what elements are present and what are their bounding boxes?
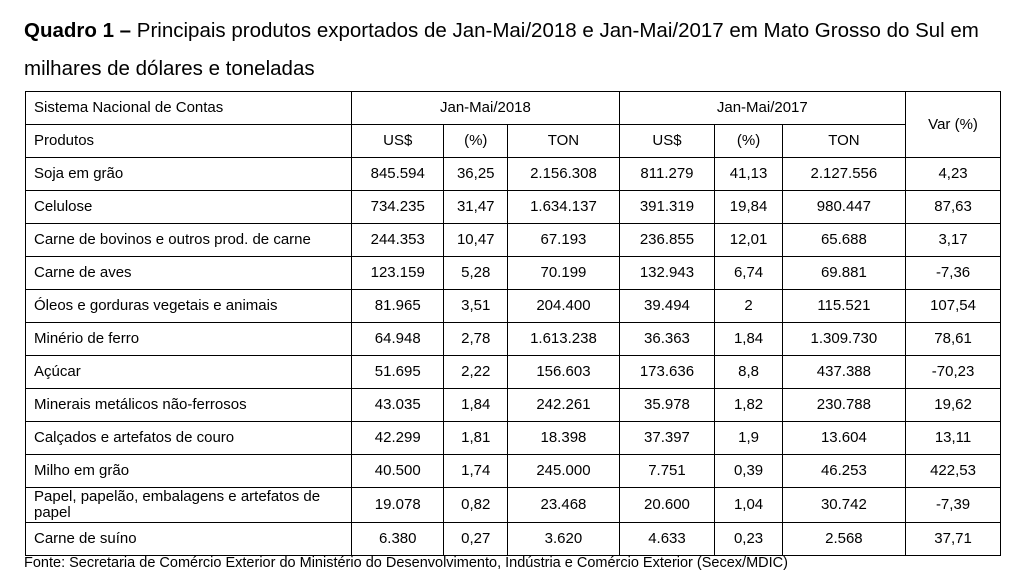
table-row [26, 191, 1001, 224]
cell-ton18: 204.400 [508, 290, 619, 323]
header-usd-2017: US$ [619, 125, 715, 158]
cell-usd17: 811.279 [619, 158, 715, 191]
cell-var: -7,39 [906, 488, 1001, 523]
header-pct-2017: (%) [715, 125, 782, 158]
cell-ton17: 230.788 [782, 389, 905, 422]
cell-usd18: 43.035 [352, 389, 444, 422]
cell-usd18: 6.380 [352, 523, 444, 556]
header-pct-2018: (%) [444, 125, 508, 158]
cell-usd18: 51.695 [352, 356, 444, 389]
cell-var: 4,23 [906, 158, 1001, 191]
cell-pct17: 0,23 [715, 523, 782, 556]
cell-pct17: 2 [715, 290, 782, 323]
cell-usd18: 64.948 [352, 323, 444, 356]
table-row [26, 257, 1001, 290]
cell-ton18: 67.193 [508, 224, 619, 257]
cell-product: Carne de bovinos e outros prod. de carne [26, 224, 352, 257]
header-period-2018: Jan-Mai/2018 [352, 92, 619, 125]
cell-pct18: 0,82 [444, 488, 508, 523]
cell-pct17: 1,84 [715, 323, 782, 356]
cell-product: Papel, papelão, embalagens e artefatos de papel [26, 488, 352, 523]
cell-pct18: 1,84 [444, 389, 508, 422]
cell-var: 422,53 [906, 455, 1001, 488]
cell-product: Calçados e artefatos de couro [26, 422, 352, 455]
cell-usd17: 37.397 [619, 422, 715, 455]
header-row-1 [26, 92, 1001, 125]
cell-usd18: 42.299 [352, 422, 444, 455]
cell-ton18: 242.261 [508, 389, 619, 422]
cell-ton18: 156.603 [508, 356, 619, 389]
cell-ton17: 980.447 [782, 191, 905, 224]
cell-product: Carne de aves [26, 257, 352, 290]
cell-product: Óleos e gorduras vegetais e animais [26, 290, 352, 323]
cell-pct17: 1,82 [715, 389, 782, 422]
cell-usd17: 36.363 [619, 323, 715, 356]
cell-usd18: 19.078 [352, 488, 444, 523]
cell-pct18: 2,22 [444, 356, 508, 389]
source-note: Fonte: Secretaria de Comércio Exterior do Ministério do Desenvolvimento, Indústria e Comércio Exterior (Secex/MDIC) [24, 555, 788, 571]
header-row-2 [26, 125, 1001, 158]
cell-var: 87,63 [906, 191, 1001, 224]
cell-product: Milho em grão [26, 455, 352, 488]
cell-ton18: 18.398 [508, 422, 619, 455]
cell-usd17: 391.319 [619, 191, 715, 224]
cell-ton17: 1.309.730 [782, 323, 905, 356]
cell-usd18: 845.594 [352, 158, 444, 191]
cell-var: -7,36 [906, 257, 1001, 290]
header-ton-2017: TON [782, 125, 905, 158]
cell-pct17: 19,84 [715, 191, 782, 224]
table-row [26, 290, 1001, 323]
table-row [26, 389, 1001, 422]
cell-product: Carne de suíno [26, 523, 352, 556]
header-var: Var (%) [906, 92, 1001, 158]
table-row [26, 158, 1001, 191]
cell-var: 107,54 [906, 290, 1001, 323]
cell-ton17: 2.568 [782, 523, 905, 556]
cell-product: Soja em grão [26, 158, 352, 191]
cell-pct18: 2,78 [444, 323, 508, 356]
cell-pct18: 0,27 [444, 523, 508, 556]
header-products: Produtos [26, 125, 352, 158]
table-row [26, 455, 1001, 488]
cell-usd17: 4.633 [619, 523, 715, 556]
cell-usd18: 81.965 [352, 290, 444, 323]
cell-pct18: 31,47 [444, 191, 508, 224]
cell-ton18: 3.620 [508, 523, 619, 556]
cell-pct17: 0,39 [715, 455, 782, 488]
cell-var: 78,61 [906, 323, 1001, 356]
cell-var: 19,62 [906, 389, 1001, 422]
table-caption [24, 12, 1014, 88]
cell-ton17: 65.688 [782, 224, 905, 257]
cell-ton17: 437.388 [782, 356, 905, 389]
cell-var: -70,23 [906, 356, 1001, 389]
table-row [26, 224, 1001, 257]
cell-ton17: 115.521 [782, 290, 905, 323]
caption-text: Principais produtos exportados de Jan-Mai/2018 e Jan-Mai/2017 em Mato Grosso do Sul em milhares de dólares e toneladas [24, 19, 979, 80]
cell-usd17: 173.636 [619, 356, 715, 389]
cell-pct18: 5,28 [444, 257, 508, 290]
cell-ton18: 23.468 [508, 488, 619, 523]
cell-ton17: 30.742 [782, 488, 905, 523]
cell-pct17: 12,01 [715, 224, 782, 257]
cell-ton18: 245.000 [508, 455, 619, 488]
table-row [26, 523, 1001, 556]
header-usd-2018: US$ [352, 125, 444, 158]
cell-var: 37,71 [906, 523, 1001, 556]
cell-product: Minerais metálicos não-ferrosos [26, 389, 352, 422]
exports-table [25, 91, 1001, 556]
cell-usd18: 123.159 [352, 257, 444, 290]
cell-ton17: 69.881 [782, 257, 905, 290]
cell-pct17: 8,8 [715, 356, 782, 389]
cell-usd17: 7.751 [619, 455, 715, 488]
cell-pct17: 1,9 [715, 422, 782, 455]
cell-ton18: 2.156.308 [508, 158, 619, 191]
cell-usd17: 35.978 [619, 389, 715, 422]
cell-usd18: 40.500 [352, 455, 444, 488]
cell-usd17: 39.494 [619, 290, 715, 323]
cell-usd17: 236.855 [619, 224, 715, 257]
cell-usd17: 20.600 [619, 488, 715, 523]
table-row [26, 488, 1001, 523]
header-period-2017: Jan-Mai/2017 [619, 92, 906, 125]
cell-pct17: 6,74 [715, 257, 782, 290]
table-row [26, 323, 1001, 356]
header-system: Sistema Nacional de Contas [26, 92, 352, 125]
cell-pct18: 1,81 [444, 422, 508, 455]
cell-pct17: 41,13 [715, 158, 782, 191]
cell-product: Celulose [26, 191, 352, 224]
header-ton-2018: TON [508, 125, 619, 158]
cell-pct18: 3,51 [444, 290, 508, 323]
cell-usd18: 244.353 [352, 224, 444, 257]
cell-product: Açúcar [26, 356, 352, 389]
cell-pct18: 10,47 [444, 224, 508, 257]
cell-ton18: 1.613.238 [508, 323, 619, 356]
table-row [26, 356, 1001, 389]
cell-ton17: 46.253 [782, 455, 905, 488]
cell-ton18: 1.634.137 [508, 191, 619, 224]
cell-pct17: 1,04 [715, 488, 782, 523]
cell-ton17: 13.604 [782, 422, 905, 455]
cell-pct18: 1,74 [444, 455, 508, 488]
cell-product: Minério de ferro [26, 323, 352, 356]
cell-ton17: 2.127.556 [782, 158, 905, 191]
table-row [26, 422, 1001, 455]
cell-var: 13,11 [906, 422, 1001, 455]
cell-ton18: 70.199 [508, 257, 619, 290]
cell-pct18: 36,25 [444, 158, 508, 191]
cell-var: 3,17 [906, 224, 1001, 257]
cell-usd18: 734.235 [352, 191, 444, 224]
cell-usd17: 132.943 [619, 257, 715, 290]
caption-label: Quadro 1 – [24, 19, 132, 42]
